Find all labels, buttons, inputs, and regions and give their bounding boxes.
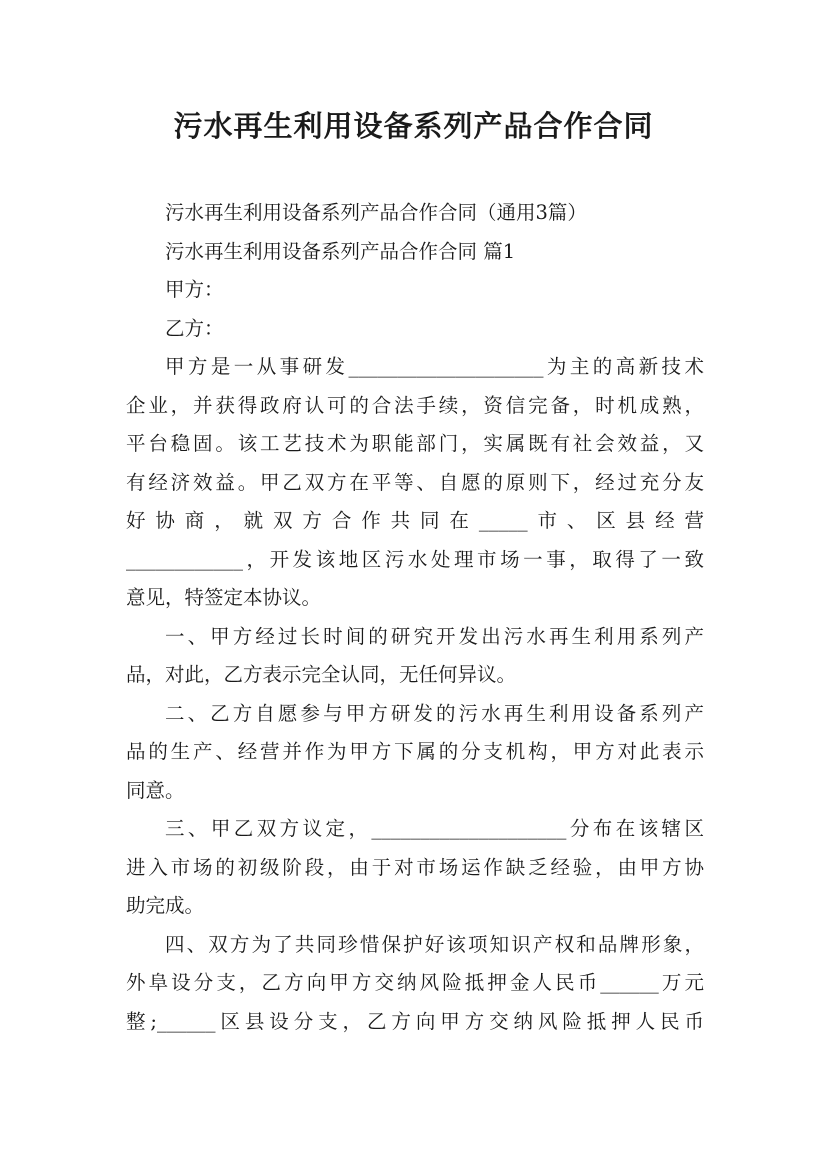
paragraph-line: 三、甲乙双方议定，____________________分布在该辖区 xyxy=(165,817,704,840)
party-a-label: 甲方： xyxy=(165,278,224,301)
paragraph-line: 好协商，就双方合作共同在_____市、区县经营 xyxy=(126,509,704,532)
section-heading: 污水再生利用设备系列产品合作合同 篇1 xyxy=(165,239,516,263)
paragraph-line: 甲方是一从事研发____________________为主的高新技术 xyxy=(165,355,704,378)
paragraph-line: ____________，开发该地区污水处理市场一事，取得了一致 xyxy=(126,547,704,571)
paragraph-line: 外阜设分支，乙方向甲方交纳风险抵押金人民币______万元 xyxy=(126,971,704,994)
paragraph-line: 平台稳固。该工艺技术为职能部门，实属既有社会效益，又 xyxy=(126,432,704,455)
paragraph-line: 意见，特签定本协议。 xyxy=(126,586,322,609)
paragraph-line: 有经济效益。甲乙双方在平等、自愿的原则下，经过充分友 xyxy=(126,470,704,494)
paragraph-line: 一、甲方经过长时间的研究开发出污水再生利用系列产 xyxy=(165,624,704,648)
subtitle: 污水再生利用设备系列产品合作合同（通用3篇） xyxy=(165,201,587,224)
clause-4 xyxy=(126,926,704,1042)
paragraph-line: 进入市场的初级阶段，由于对市场运作缺乏经验，由甲方协 xyxy=(126,855,704,879)
document-body xyxy=(126,194,704,1041)
paragraph-intro xyxy=(126,348,704,618)
paragraph-line: 整;______区县设分支，乙方向甲方交纳风险抵押人民币 xyxy=(126,1009,704,1033)
paragraph-line: 二、乙方自愿参与甲方研发的污水再生利用设备系列产 xyxy=(165,701,704,725)
clause-3 xyxy=(126,810,704,926)
paragraph-line: 品的生产、经营并作为甲方下属的分支机构，甲方对此表示 xyxy=(126,740,704,763)
document-title: 污水再生利用设备系列产品合作合同 xyxy=(173,109,654,143)
paragraph-line: 企业，并获得政府认可的合法手续，资信完备，时机成熟， xyxy=(126,393,704,417)
paragraph-line: 四、双方为了共同珍惜保护好该项知识产权和品牌形象， xyxy=(165,932,704,956)
paragraph-line: 同意。 xyxy=(126,778,185,802)
paragraph-line: 品，对此，乙方表示完全认同，无任何异议。 xyxy=(126,663,517,686)
clause-1 xyxy=(126,618,704,695)
party-b-label: 乙方： xyxy=(165,316,224,340)
clause-2 xyxy=(126,695,704,811)
paragraph-line: 助完成。 xyxy=(126,894,205,917)
